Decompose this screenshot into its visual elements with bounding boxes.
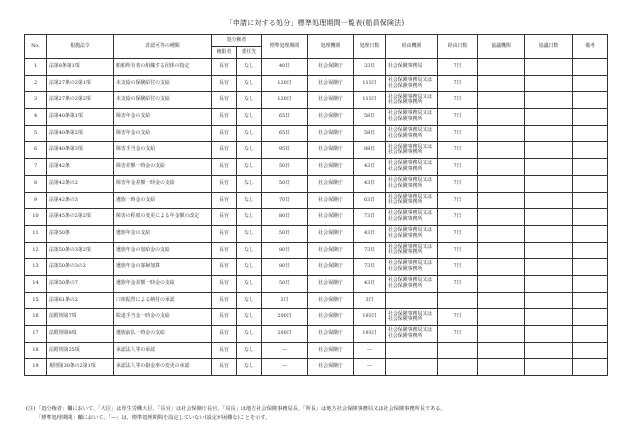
row-delegate: なし: [237, 259, 262, 276]
row-remarks: [573, 225, 608, 242]
row-consult-agency: [478, 92, 525, 109]
row-no: 7: [25, 159, 47, 176]
table-row: [25, 242, 608, 259]
row-consult-days: [525, 275, 573, 292]
row-authority: 長官: [212, 142, 237, 159]
row-authority: 長官: [212, 159, 237, 176]
row-consult-days: [525, 142, 573, 159]
table-row: [25, 92, 608, 109]
row-type: 遺族前払一時金の支給: [114, 326, 212, 343]
row-consult-days: [525, 225, 573, 242]
row-delegate: なし: [237, 209, 262, 226]
row-delegate: なし: [237, 309, 262, 326]
row-agency: 社会保険庁: [308, 175, 354, 192]
row-days: 43日: [354, 175, 386, 192]
row-days: 113日: [354, 92, 386, 109]
row-authority: 長官: [212, 192, 237, 209]
row-law: 法第40条第1項: [47, 109, 114, 126]
page-title: 「申請に対する処分」標準処理期間一覧表(船員保険法): [225, 19, 405, 27]
row-no: 9: [25, 192, 47, 209]
row-via-days: 7日: [438, 326, 478, 343]
row-no: 8: [25, 175, 47, 192]
row-agency: 社会保険庁: [308, 242, 354, 259]
row-days: 193日: [354, 326, 386, 343]
table-row: [25, 309, 608, 326]
row-via-days: [438, 292, 478, 309]
row-authority: 長官: [212, 342, 237, 359]
row-via-days: 7日: [438, 75, 478, 92]
row-via-agency: 社会保険事務局又は社会保険事務所: [386, 192, 438, 209]
row-days: 73日: [354, 209, 386, 226]
table-row: [25, 259, 608, 276]
row-agency: 社会保険庁: [308, 342, 354, 359]
row-authority: 長官: [212, 92, 237, 109]
row-days: 33日: [354, 59, 386, 76]
row-via-agency: 社会保険事務局又は社会保険事務所: [386, 275, 438, 292]
row-no: 17: [25, 326, 47, 343]
row-no: 6: [25, 142, 47, 159]
row-law: 法第50条の7: [47, 275, 114, 292]
row-no: 5: [25, 125, 47, 142]
table-row: [25, 109, 608, 126]
row-authority: 長官: [212, 309, 237, 326]
row-remarks: [573, 209, 608, 226]
table-row: [25, 125, 608, 142]
row-agency: 社会保険庁: [308, 309, 354, 326]
col-authority: 処分権者: [212, 35, 262, 47]
row-type: 船舶所有者の組織する団体の指定: [114, 59, 212, 76]
col-days: 処理日数: [354, 35, 386, 59]
row-via-days: 7日: [438, 175, 478, 192]
row-via-agency: 社会保険事務局又は社会保険事務所: [386, 109, 438, 126]
col-no: No.: [25, 35, 47, 59]
row-consult-agency: [478, 225, 525, 242]
row-via-days: 7日: [438, 125, 478, 142]
col-delegate: 委任先: [237, 47, 262, 59]
row-law: 法第40条第3項: [47, 142, 114, 159]
row-consult-agency: [478, 159, 525, 176]
row-via-days: 7日: [438, 192, 478, 209]
row-std-period: 65日: [262, 125, 308, 142]
row-type: 遺族年金の寡婦加算: [114, 259, 212, 276]
row-consult-agency: [478, 275, 525, 292]
row-law: 法第50条: [47, 225, 114, 242]
row-via-days: [438, 342, 478, 359]
row-law: 法附則第8項: [47, 326, 114, 343]
row-consult-days: [525, 209, 573, 226]
row-agency: 社会保険庁: [308, 75, 354, 92]
table-row: [25, 275, 608, 292]
row-remarks: [573, 192, 608, 209]
row-no: 12: [25, 242, 47, 259]
row-remarks: [573, 75, 608, 92]
row-type: 障害の程度の変更による年金額の改定: [114, 209, 212, 226]
row-via-days: 7日: [438, 59, 478, 76]
row-consult-agency: [478, 326, 525, 343]
row-std-period: 40日: [262, 59, 308, 76]
row-type: 障害手当金の支給: [114, 142, 212, 159]
footnotes: [26, 405, 446, 423]
row-type: 脱退手当金一時金の支給: [114, 309, 212, 326]
row-agency: 社会保険庁: [308, 259, 354, 276]
row-law: 法第45条の2第2項: [47, 209, 114, 226]
row-delegate: なし: [237, 92, 262, 109]
row-days: 73日: [354, 259, 386, 276]
row-std-period: 200日: [262, 309, 308, 326]
row-delegate: なし: [237, 75, 262, 92]
table-row: [25, 326, 608, 343]
row-law: 法第61条の2: [47, 292, 114, 309]
row-type: 障害年金差額一時金の支給: [114, 175, 212, 192]
row-authority: 長官: [212, 209, 237, 226]
row-no: 4: [25, 109, 47, 126]
row-days: 58日: [354, 125, 386, 142]
row-std-period: 50日: [262, 225, 308, 242]
row-consult-agency: [478, 209, 525, 226]
row-remarks: [573, 242, 608, 259]
row-consult-agency: [478, 292, 525, 309]
row-consult-agency: [478, 59, 525, 76]
table-row: [25, 75, 608, 92]
row-consult-days: [525, 259, 573, 276]
row-delegate: なし: [237, 326, 262, 343]
row-days: 3日: [354, 292, 386, 309]
row-via-agency: 社会保険事務局: [386, 59, 438, 76]
row-remarks: [573, 175, 608, 192]
row-days: 43日: [354, 159, 386, 176]
row-via-agency: 社会保険事務局又は社会保険事務所: [386, 259, 438, 276]
row-agency: 社会保険庁: [308, 159, 354, 176]
row-consult-agency: [478, 359, 525, 376]
row-type: 遺族年金の支給: [114, 225, 212, 242]
row-consult-days: [525, 59, 573, 76]
row-remarks: [573, 292, 608, 309]
row-via-days: 7日: [438, 225, 478, 242]
row-delegate: なし: [237, 125, 262, 142]
table-row: [25, 192, 608, 209]
row-std-period: 80日: [262, 259, 308, 276]
row-no: 10: [25, 209, 47, 226]
processing-period-table: [24, 34, 608, 376]
row-authority: 長官: [212, 59, 237, 76]
row-agency: 社会保険庁: [308, 359, 354, 376]
row-days: ―: [354, 359, 386, 376]
col-consult-days: 協議日数: [525, 35, 573, 59]
row-law: 法第50条の3の2: [47, 259, 114, 276]
row-authority: 長官: [212, 292, 237, 309]
row-delegate: なし: [237, 342, 262, 359]
table-row: [25, 142, 608, 159]
row-via-agency: 社会保険事務局又は社会保険事務所: [386, 92, 438, 109]
row-via-agency: 社会保険事務局又は社会保険事務所: [386, 225, 438, 242]
row-remarks: [573, 92, 608, 109]
row-agency: 社会保険庁: [308, 142, 354, 159]
row-no: 13: [25, 259, 47, 276]
row-authority: 長官: [212, 242, 237, 259]
row-type: 承認法人等の承認: [114, 342, 212, 359]
row-consult-days: [525, 292, 573, 309]
row-via-agency: [386, 292, 438, 309]
row-std-period: 120日: [262, 92, 308, 109]
row-delegate: なし: [237, 242, 262, 259]
row-consult-days: [525, 359, 573, 376]
row-authority: 長官: [212, 275, 237, 292]
row-std-period: 3日: [262, 292, 308, 309]
row-std-period: 65日: [262, 109, 308, 126]
row-law: 法第50条の3第2項: [47, 242, 114, 259]
row-authority: 長官: [212, 109, 237, 126]
row-days: 113日: [354, 75, 386, 92]
row-remarks: [573, 359, 608, 376]
col-via-days: 経由日数: [438, 35, 478, 59]
row-consult-agency: [478, 109, 525, 126]
row-agency: 社会保険庁: [308, 192, 354, 209]
row-via-agency: 社会保険事務局又は社会保険事務所: [386, 242, 438, 259]
row-consult-days: [525, 125, 573, 142]
row-std-period: 80日: [262, 242, 308, 259]
row-consult-agency: [478, 259, 525, 276]
row-via-days: 7日: [438, 242, 478, 259]
row-type: 障害年金の支給: [114, 109, 212, 126]
row-no: 3: [25, 92, 47, 109]
row-consult-days: [525, 309, 573, 326]
row-law: 法第40条第2項: [47, 125, 114, 142]
row-consult-days: [525, 75, 573, 92]
row-type: 障害差額一時金の支給: [114, 159, 212, 176]
row-std-period: 70日: [262, 192, 308, 209]
row-via-days: 7日: [438, 159, 478, 176]
row-consult-agency: [478, 75, 525, 92]
row-type: 遺族一時金の支給: [114, 192, 212, 209]
row-via-days: 7日: [438, 275, 478, 292]
col-via-agency: 経由機関: [386, 35, 438, 59]
row-consult-days: [525, 92, 573, 109]
row-days: 43日: [354, 225, 386, 242]
row-no: 1: [25, 59, 47, 76]
table-row: [25, 209, 608, 226]
row-remarks: [573, 142, 608, 159]
row-agency: 社会保険庁: [308, 109, 354, 126]
row-consult-agency: [478, 342, 525, 359]
row-authority: 長官: [212, 125, 237, 142]
row-std-period: 200日: [262, 326, 308, 343]
row-remarks: [573, 275, 608, 292]
row-law: 規則第30条の2第1項: [47, 359, 114, 376]
row-remarks: [573, 309, 608, 326]
row-consult-days: [525, 326, 573, 343]
row-std-period: 80日: [262, 209, 308, 226]
row-delegate: なし: [237, 59, 262, 76]
row-law: 法第8条第1項: [47, 59, 114, 76]
row-via-agency: 社会保険事務局又は社会保険事務所: [386, 159, 438, 176]
row-via-agency: 社会保険事務局又は社会保険事務所: [386, 326, 438, 343]
row-type: 未支給の保険給付の支給: [114, 75, 212, 92]
row-delegate: なし: [237, 359, 262, 376]
row-consult-days: [525, 109, 573, 126]
col-type: 許認可等の種類: [114, 35, 212, 59]
col-agency: 処理機関: [308, 35, 354, 59]
row-std-period: ―: [262, 359, 308, 376]
row-via-agency: 社会保険事務局又は社会保険事務所: [386, 309, 438, 326]
row-type: 口座振替による納付の承認: [114, 292, 212, 309]
row-via-days: 7日: [438, 109, 478, 126]
row-via-agency: 社会保険事務局又は社会保険事務所: [386, 175, 438, 192]
row-via-agency: 社会保険事務局又は社会保険事務所: [386, 125, 438, 142]
row-remarks: [573, 259, 608, 276]
col-consult-agency: 協議機関: [478, 35, 525, 59]
row-remarks: [573, 125, 608, 142]
row-type: 遺族年金の加給金の支給: [114, 242, 212, 259]
row-agency: 社会保険庁: [308, 59, 354, 76]
note-line-1: 「処分権者」欄において、「大臣」は厚生労働大臣、「長官」は社会保険庁長官、「局長」は地方社会保険事務局長、「所長」は地方社会保険事務局又は社会保険事務所長である。: [36, 406, 446, 412]
row-agency: 社会保険庁: [308, 125, 354, 142]
row-consult-agency: [478, 242, 525, 259]
row-consult-days: [525, 192, 573, 209]
row-std-period: ―: [262, 342, 308, 359]
row-consult-days: [525, 175, 573, 192]
row-consult-agency: [478, 309, 525, 326]
row-consult-agency: [478, 142, 525, 159]
note-line-2: 「標準処理期間」欄において、「―」は、標準処理期間を設定していない(設定が困難な)ことを示す。: [36, 415, 271, 421]
row-via-agency: 社会保険事務局又は社会保険事務所: [386, 75, 438, 92]
row-std-period: 120日: [262, 75, 308, 92]
row-type: 遺族年金差額一時金の支給: [114, 275, 212, 292]
row-agency: 社会保険庁: [308, 326, 354, 343]
row-no: 19: [25, 359, 47, 376]
row-agency: 社会保険庁: [308, 292, 354, 309]
row-no: 2: [25, 75, 47, 92]
row-via-days: 7日: [438, 259, 478, 276]
table-row: [25, 342, 608, 359]
row-days: 43日: [354, 275, 386, 292]
row-via-days: [438, 359, 478, 376]
row-delegate: なし: [237, 142, 262, 159]
row-std-period: 50日: [262, 275, 308, 292]
row-agency: 社会保険庁: [308, 225, 354, 242]
row-authority: 長官: [212, 259, 237, 276]
row-consult-days: [525, 242, 573, 259]
row-consult-agency: [478, 125, 525, 142]
row-days: 58日: [354, 109, 386, 126]
row-remarks: [573, 159, 608, 176]
row-days: 63日: [354, 192, 386, 209]
row-days: ―: [354, 342, 386, 359]
table-body: [25, 59, 608, 376]
row-via-agency: 社会保険事務局又は社会保険事務所: [386, 142, 438, 159]
row-delegate: なし: [237, 275, 262, 292]
row-no: 18: [25, 342, 47, 359]
row-remarks: [573, 59, 608, 76]
row-delegate: なし: [237, 292, 262, 309]
row-consult-days: [525, 342, 573, 359]
row-agency: 社会保険庁: [308, 92, 354, 109]
table-row: [25, 175, 608, 192]
table-row: [25, 159, 608, 176]
row-days: 88日: [354, 142, 386, 159]
row-via-days: 7日: [438, 142, 478, 159]
row-delegate: なし: [237, 192, 262, 209]
row-law: 法附則第25項: [47, 342, 114, 359]
row-via-days: 7日: [438, 309, 478, 326]
row-no: 16: [25, 309, 47, 326]
row-type: 障害年金の支給: [114, 125, 212, 142]
header-row: [25, 35, 608, 47]
col-law: 根拠法令: [47, 35, 114, 59]
row-consult-agency: [478, 175, 525, 192]
row-law: 法第27条の2第2項: [47, 92, 114, 109]
row-via-agency: [386, 342, 438, 359]
row-no: 15: [25, 292, 47, 309]
row-std-period: 95日: [262, 142, 308, 159]
row-authority: 長官: [212, 175, 237, 192]
row-consult-days: [525, 159, 573, 176]
table-row: [25, 292, 608, 309]
row-via-days: 7日: [438, 209, 478, 226]
row-days: 193日: [354, 309, 386, 326]
note-mark: (注): [26, 406, 36, 412]
row-via-days: 7日: [438, 92, 478, 109]
col-authority-holder: 権限者: [212, 47, 237, 59]
row-law: 法第42条: [47, 159, 114, 176]
row-via-agency: 社会保険事務局又は社会保険事務所: [386, 209, 438, 226]
table-row: [25, 59, 608, 76]
row-delegate: なし: [237, 175, 262, 192]
row-days: 73日: [354, 242, 386, 259]
row-law: 法第42条の3: [47, 192, 114, 209]
row-via-agency: [386, 359, 438, 376]
row-std-period: 50日: [262, 175, 308, 192]
row-remarks: [573, 342, 608, 359]
row-no: 11: [25, 225, 47, 242]
row-type: 承認法人等の掛金率の変更の承認: [114, 359, 212, 376]
row-agency: 社会保険庁: [308, 209, 354, 226]
row-delegate: なし: [237, 159, 262, 176]
row-agency: 社会保険庁: [308, 275, 354, 292]
col-remarks: 備考: [573, 35, 608, 59]
col-std-period: 標準処理期間: [262, 35, 308, 59]
row-law: 法附則第7項: [47, 309, 114, 326]
row-authority: 長官: [212, 326, 237, 343]
table-row: [25, 359, 608, 376]
row-delegate: なし: [237, 225, 262, 242]
row-std-period: 50日: [262, 159, 308, 176]
row-delegate: なし: [237, 109, 262, 126]
row-law: 法第42条の2: [47, 175, 114, 192]
row-type: 未支給の保険給付の支給: [114, 92, 212, 109]
row-authority: 長官: [212, 225, 237, 242]
row-no: 14: [25, 275, 47, 292]
row-consult-agency: [478, 192, 525, 209]
row-remarks: [573, 109, 608, 126]
row-law: 法第27条の2第1項: [47, 75, 114, 92]
table-row: [25, 225, 608, 242]
row-authority: 長官: [212, 359, 237, 376]
row-authority: 長官: [212, 75, 237, 92]
row-remarks: [573, 326, 608, 343]
